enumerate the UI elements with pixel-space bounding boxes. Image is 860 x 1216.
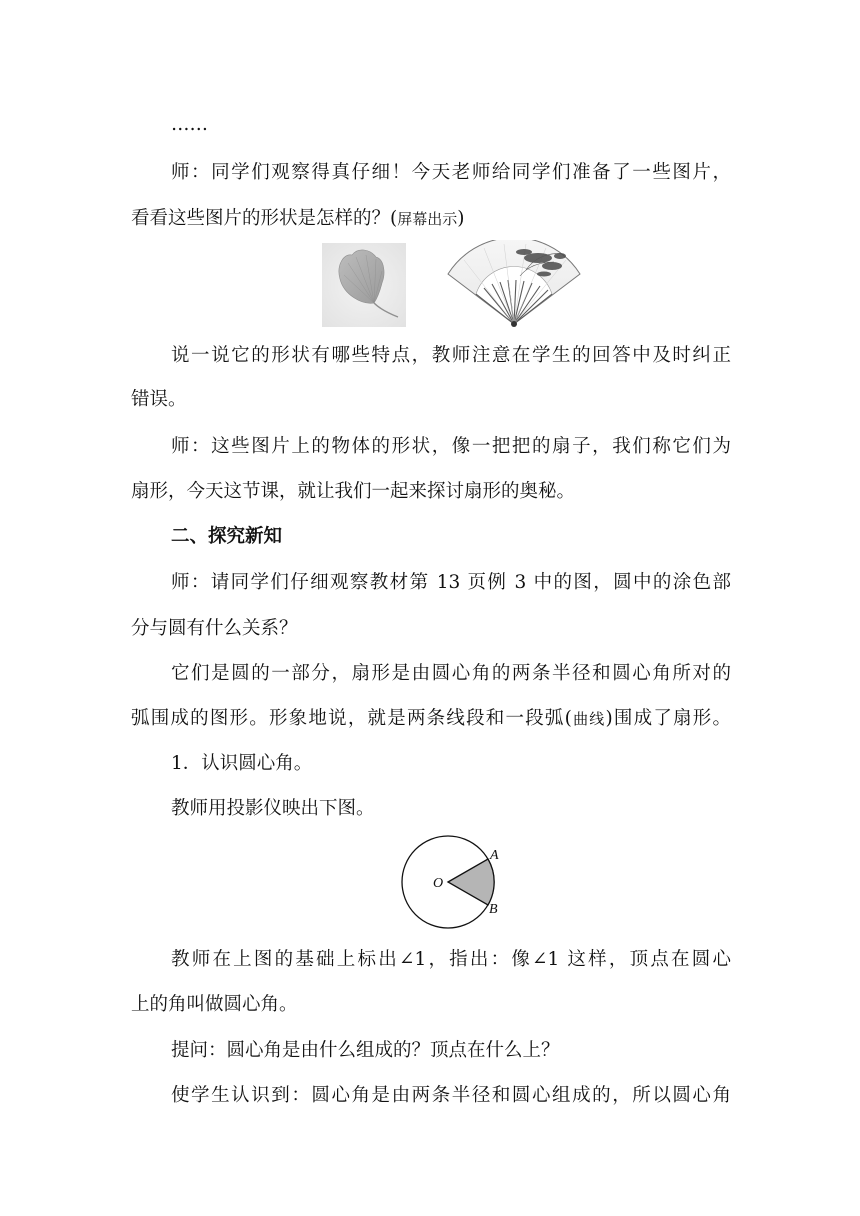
paragraph-5-line-1: 它们是圆的一部分，扇形是由圆心角的两条半径和圆心角所对的 — [171, 663, 731, 684]
paragraph-5-line-2-c: )围成了扇形。 — [605, 708, 731, 729]
paragraph-7-line-1: 教师在上图的基础上标出∠1，指出：像∠1 这样，顶点在圆心 — [171, 949, 731, 970]
paragraph-6: 教师用投影仪映出下图。 — [171, 798, 375, 819]
paragraph-9-line-1: 使学生认识到：圆心角是由两条半径和圆心组成的，所以圆心角 — [171, 1085, 731, 1106]
screen-show-note: 屏幕出示 — [397, 210, 458, 228]
paragraph-4-line-1: 师：请同学们仔细观察教材第 13 页例 3 中的图，圆中的涂色部 — [171, 572, 731, 593]
paragraph-4-line-2: 分与圆有什么关系？ — [131, 618, 298, 639]
paragraph-1-line-2 — [131, 206, 731, 232]
paragraph-7-line-2: 上的角叫做圆心角。 — [131, 994, 298, 1015]
paragraph-5-line-2-a: 弧围成的图形。形象地说，就是两条线段和一段弧( — [131, 708, 572, 729]
label-a: A — [490, 848, 499, 863]
paragraph-2-line-2: 错误。 — [131, 389, 187, 410]
ellipsis: …… — [171, 114, 208, 135]
curve-note: 曲线 — [571, 710, 606, 728]
paragraph-1-line-1: 师：同学们观察得真仔细！今天老师给同学们准备了一些图片， — [171, 162, 731, 183]
paragraph-3-line-1: 师：这些图片上的物体的形状，像一把把的扇子，我们称它们为 — [171, 436, 731, 457]
paragraph-5-line-2 — [131, 706, 731, 732]
label-b: B — [489, 902, 498, 917]
paragraph-8: 提问：圆心角是由什么组成的？顶点在什么上？ — [171, 1040, 560, 1061]
circle-sector-figure — [395, 832, 515, 932]
paragraph-3-line-2: 扇形，今天这节课，就让我们一起来探讨扇形的奥秘。 — [131, 481, 576, 502]
paragraph-1-line-2-a: 看看这些图片的形状是怎样的？( — [131, 208, 398, 229]
ginkgo-leaf-image — [322, 243, 406, 327]
section-heading: 二、探究新知 — [171, 526, 283, 547]
paragraph-2-line-1: 说一说它的形状有哪些特点，教师注意在学生的回答中及时纠正 — [171, 345, 731, 366]
list-item-1: 1．认识圆心角。 — [171, 753, 313, 774]
paragraph-1-line-2-c: ) — [457, 208, 465, 229]
folding-fan-image — [444, 240, 584, 330]
shaded-sector — [448, 859, 494, 905]
label-o: O — [433, 876, 444, 891]
